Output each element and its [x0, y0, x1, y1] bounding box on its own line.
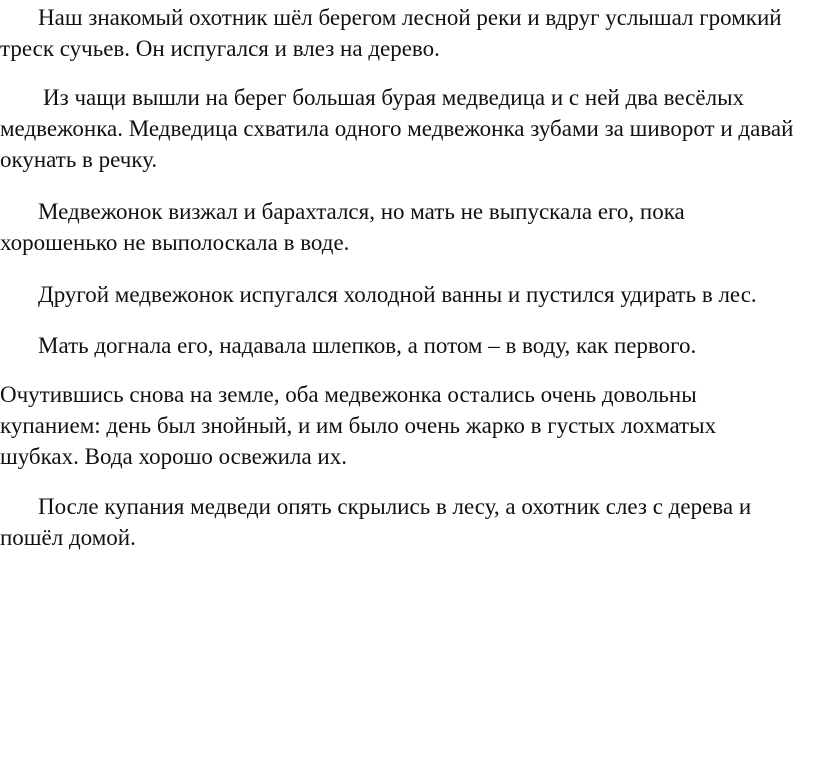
paragraph-6: Очутившись снова на земле, оба медвежонка остались очень довольны купанием: день был знойный, и им было очень жарко в густых лохматых шубках. Вода хорошо освежила их. — [0, 382, 717, 469]
paragraph-3: Медвежонок визжал и барахтался, но мать не выпускала его, пока хорошенько не выполоскала в воде. — [0, 199, 685, 255]
paragraph-7: После купания медведи опять скрылись в лесу, а охотник слез с дерева и пошёл домой. — [0, 494, 752, 550]
paragraph-5: Мать догнала его, надавала шлепков, а потом – в воду, как первого. — [38, 333, 697, 358]
paragraph-1: Наш знакомый охотник шёл берегом лесной реки и вдруг услышал громкий треск сучьев. Он испугался и влез на дерево. — [0, 5, 782, 61]
paragraph-2: Из чащи вышли на берег большая бурая медведица и с ней два весёлых медвежонка. Медведица схватила одного медвежонка зубами за шиворот и давай окунать в речку. — [0, 85, 794, 172]
paragraph-4: Другой медвежонок испугался холодной ванны и пустился удирать в лес. — [38, 282, 757, 307]
